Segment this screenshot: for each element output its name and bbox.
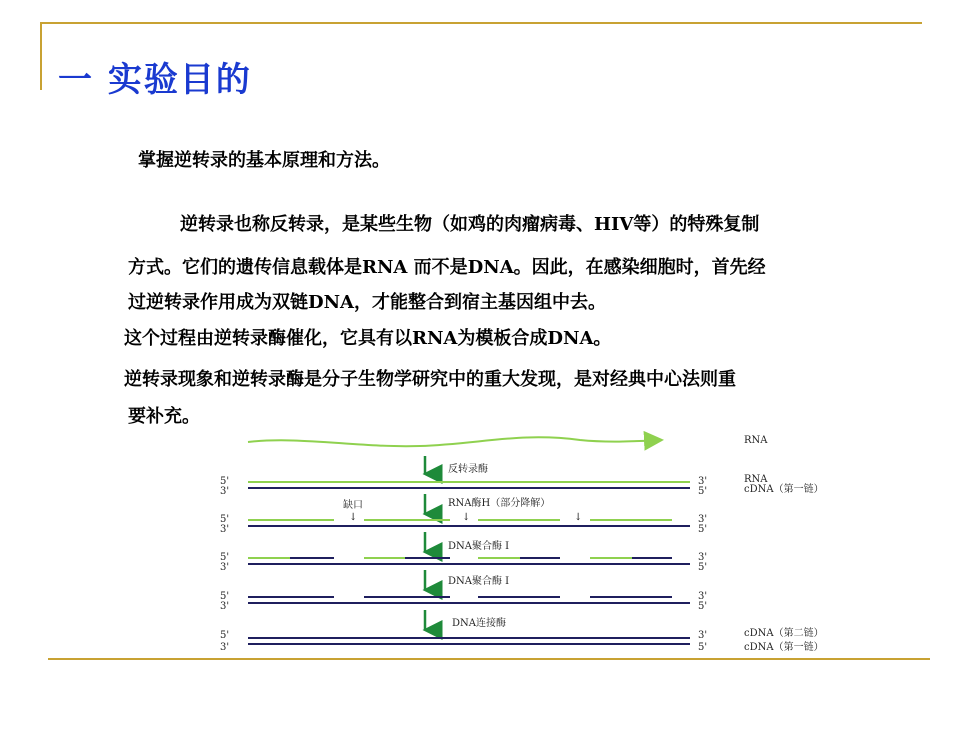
step5-left-bottom: 3' [220,642,230,653]
step1-left-top: 5' [220,476,230,487]
step2-left-bottom: 3' [220,524,230,535]
step2-right-bottom: 5' [698,524,708,535]
nick-mark-1: ↓ [349,512,358,523]
step1-enzyme: 反转录酶 [448,464,488,475]
step2-left-top: 5' [220,514,230,525]
paragraph-4-line-1: 逆转录现象和逆转录酶是分子生物学研究中的重大发现，是对经典中心法则重 [124,369,736,390]
step5-enzyme: DNA连接酶 [452,618,506,629]
paragraph-3: 这个过程由逆转录酶催化，它具有以RNA为模板合成DNA。 [124,328,612,349]
paragraph-2-line-2: 方式。它们的遗传信息载体是RNA 而不是DNA。因此，在感染细胞时，首先经 [128,257,766,278]
step1-label-rna: RNA [744,474,768,485]
step4-left-bottom: 3' [220,601,230,612]
step1-right-bottom: 5' [698,486,708,497]
rna-wave [248,437,662,446]
step4-right-top: 3' [698,591,708,602]
step4-right-bottom: 5' [698,601,708,612]
step3-enzyme: DNA聚合酶 I [448,541,510,552]
rna-label: RNA [744,435,768,446]
paragraph-2-line-3: 过逆转录作用成为双链DNA，才能整合到宿主基因组中去。 [128,292,607,313]
step4-enzyme: DNA聚合酶 I [448,576,510,587]
step1-right-top: 3' [698,476,708,487]
step5-right-top: 3' [698,630,708,641]
step3-right-bottom: 5' [698,562,708,573]
step2-right-top: 3' [698,514,708,525]
nick-mark-3: ↓ [574,512,583,523]
nick-mark-2: ↓ [462,512,471,523]
step1-label-cdna: cDNA（第一链） [744,484,824,495]
step3-right-top: 3' [698,552,708,563]
step5-left-top: 5' [220,630,230,641]
step5-label-cdna1: cDNA（第一链） [744,642,824,653]
paragraph-1: 掌握逆转录的基本原理和方法。 [138,150,390,171]
step4-left-top: 5' [220,591,230,602]
step2-enzyme: RNA酶H（部分降解） [448,498,551,509]
step1-left-bottom: 3' [220,486,230,497]
paragraph-4-line-2: 要补充。 [128,406,200,427]
step2-nick-label: 缺口 [343,500,363,511]
step3-left-top: 5' [220,552,230,563]
paragraph-2-line-1: 逆转录也称反转录，是某些生物（如鸡的肉瘤病毒、HIV等）的特殊复制 [180,214,760,235]
step5-label-cdna2: cDNA（第二链） [744,628,824,639]
slide-title: 一 实验目的 [58,60,252,100]
step3-left-bottom: 3' [220,562,230,573]
step5-right-bottom: 5' [698,642,708,653]
